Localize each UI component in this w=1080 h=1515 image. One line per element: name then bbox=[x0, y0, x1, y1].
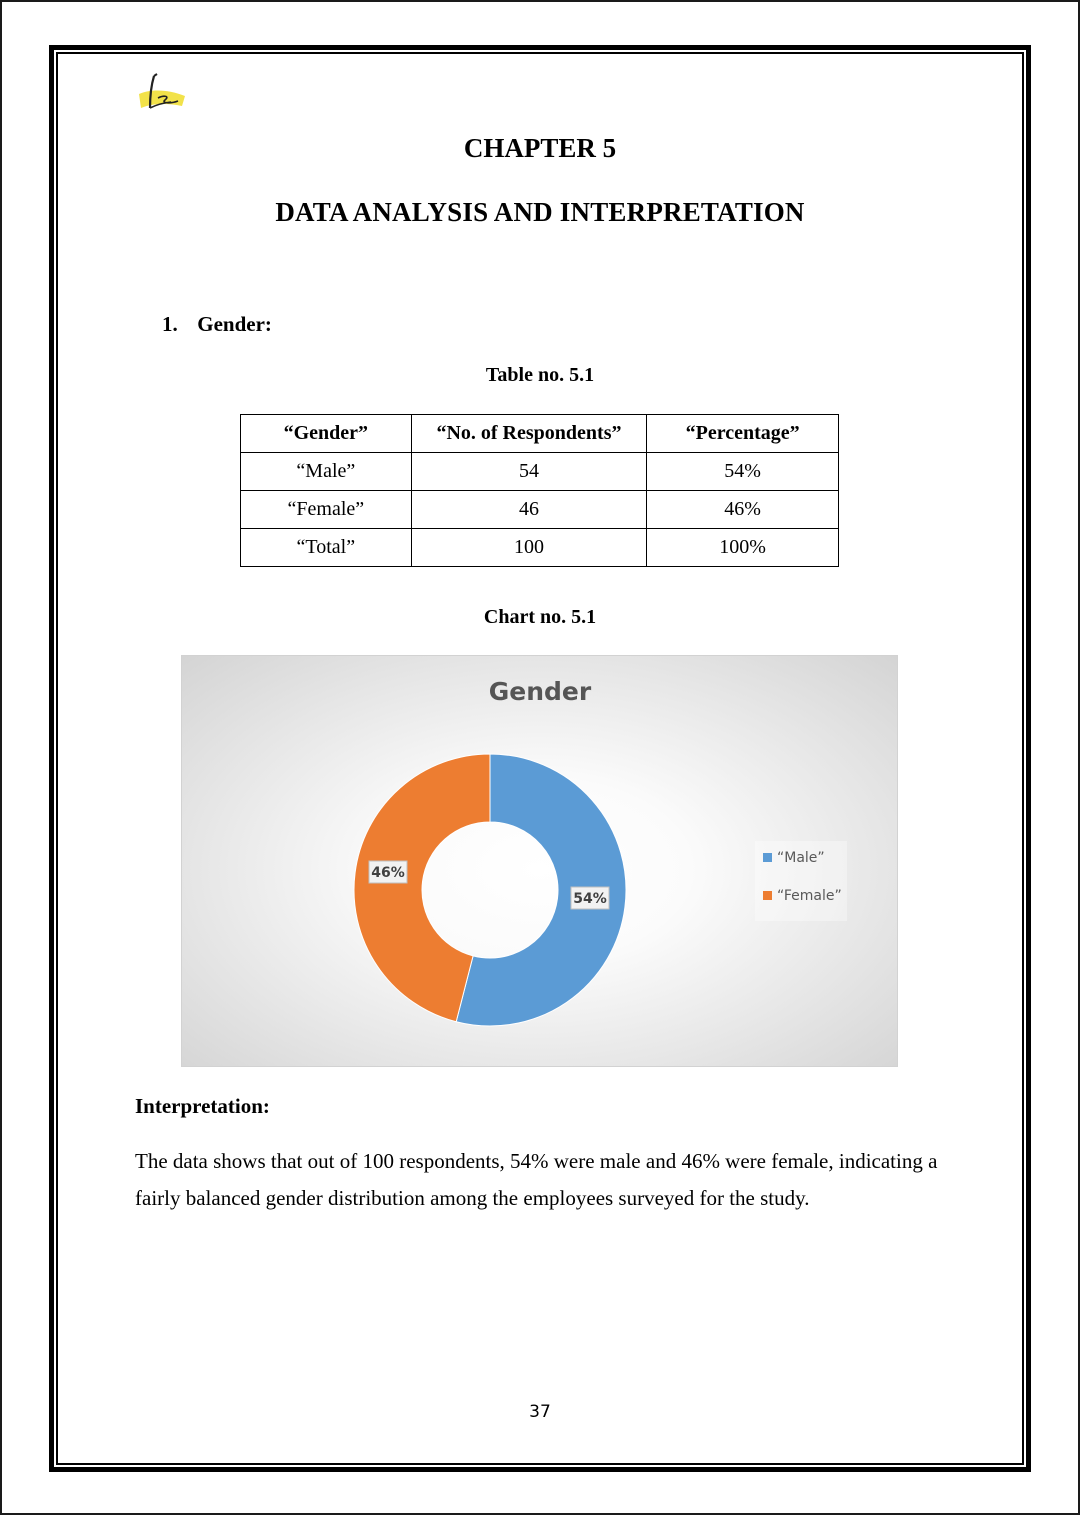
table-header-cell: “No. of Respondents” bbox=[411, 415, 647, 453]
interpretation-paragraph: The data shows that out of 100 respondents, 54% were male and 46% were female, indicating a fairly balanced gender distribution among the employees surveyed for the study. bbox=[135, 1149, 938, 1210]
table-cell: 100% bbox=[647, 529, 839, 567]
legend-label-male: “Male” bbox=[777, 850, 825, 866]
pen-signature-icon bbox=[134, 70, 190, 120]
chapter-heading: CHAPTER 5 bbox=[463, 133, 617, 163]
table-row bbox=[241, 491, 839, 529]
section-number: 1. bbox=[162, 312, 178, 336]
section-title: Gender: bbox=[197, 312, 272, 336]
table-header-cell: “Gender” bbox=[241, 415, 412, 453]
table-cell: 54% bbox=[647, 453, 839, 491]
table-cell: 54 bbox=[411, 453, 647, 491]
legend-label-female: “Female” bbox=[777, 888, 842, 904]
legend-swatch-female bbox=[763, 891, 772, 900]
table-row bbox=[241, 529, 839, 567]
table-cell: “Total” bbox=[241, 529, 412, 567]
table-cell: 46% bbox=[647, 491, 839, 529]
table-cell: “Male” bbox=[241, 453, 412, 491]
table-header-cell: “Percentage” bbox=[647, 415, 839, 453]
table-header-row bbox=[241, 415, 839, 453]
chart-canvas bbox=[182, 656, 899, 1068]
data-label-female: 46% bbox=[371, 865, 405, 881]
interpretation-heading: Interpretation: bbox=[135, 1094, 270, 1118]
chart-title: Gender bbox=[488, 677, 592, 706]
chart-legend bbox=[755, 841, 847, 921]
data-label-male: 54% bbox=[573, 891, 607, 907]
chart-caption: Chart no. 5.1 bbox=[483, 606, 597, 628]
legend-swatch-male bbox=[763, 853, 772, 862]
table-row bbox=[241, 453, 839, 491]
gender-table bbox=[240, 414, 839, 567]
table-cell: 100 bbox=[411, 529, 647, 567]
gender-doughnut-chart bbox=[181, 655, 898, 1067]
chapter-title: DATA ANALYSIS AND INTERPRETATION bbox=[275, 197, 805, 227]
table-cell: “Female” bbox=[241, 491, 412, 529]
section-heading bbox=[162, 312, 272, 337]
table-cell: 46 bbox=[411, 491, 647, 529]
page-number: 37 bbox=[529, 1402, 551, 1422]
table-caption: Table no. 5.1 bbox=[485, 364, 595, 386]
